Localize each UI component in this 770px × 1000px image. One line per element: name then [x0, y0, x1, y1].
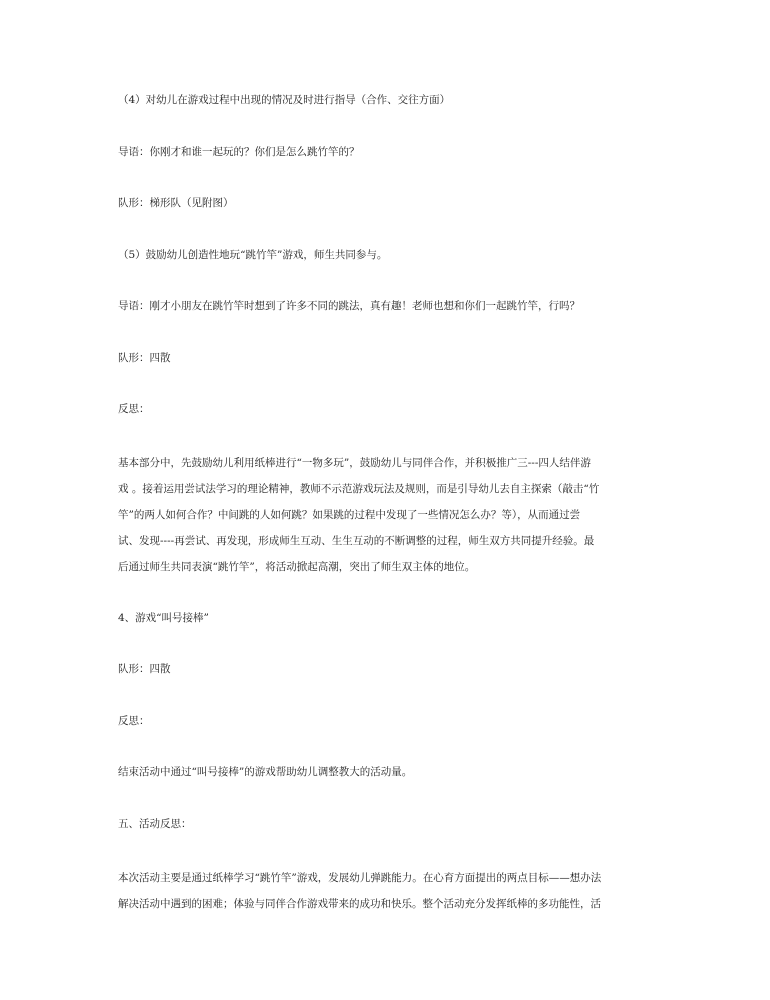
paragraph-ending-activity: 结束活动中通过“叫号接棒”的游戏帮助幼儿调整教大的活动量。 [118, 766, 413, 778]
paragraph-section-5-title: 五、活动反思： [118, 818, 192, 830]
text-line: 试、发现----再尝试、再发现，形成师生互动、生生互动的不断调整的过程，师生双方共同提升经验。最 [118, 535, 595, 547]
paragraph-guidance-4: （4）对幼儿在游戏过程中出现的情况及时进行指导（合作、交往方面） [118, 94, 451, 106]
text-line: 戏 。接着运用尝试法学习的理论精神，教师不示范游戏玩法及规则，而是引导幼儿去自主探索（敲击“竹 [118, 483, 600, 495]
paragraph-reflection-label-1: 反思： [118, 403, 150, 415]
text-line: 后通过师生共同表演“跳竹竿”，将活动掀起高潮，突出了师生双主体的地位。 [118, 561, 476, 573]
paragraph-activity-reflection [118, 865, 658, 917]
text-line: 解决活动中遇到的困难；体验与同伴合作游戏带来的成功和快乐。整个活动充分发挥纸棒的多功能性，活 [118, 898, 601, 910]
text-line: 本次活动主要是通过纸棒学习“跳竹竿”游戏，发展幼儿弹跳能力。在心育方面提出的两点目标——想办法 [118, 872, 602, 884]
paragraph-prompt-1: 导语：你刚才和谁一起玩的？你们是怎么跳竹竿的？ [118, 146, 360, 158]
paragraph-reflection-label-2: 反思： [118, 715, 150, 727]
text-line: 竿”的两人如何合作？中间跳的人如何跳？如果跳的过程中发现了一些情况怎么办？等），从而通过尝 [118, 509, 581, 521]
paragraph-basic-part-reflection [118, 450, 658, 580]
text-line: 基本部分中，先鼓励幼儿利用纸棒进行“一物多玩”，鼓励幼儿与同伴合作，并积极推广三---四人结伴游 [118, 457, 591, 469]
paragraph-formation-2: 队形：四散 [118, 352, 171, 364]
paragraph-formation-1: 队形：梯形队（见附图） [118, 197, 234, 209]
paragraph-creative-play-5: （5）鼓励幼儿创造性地玩“跳竹竿”游戏，师生共同参与。 [118, 249, 388, 261]
paragraph-formation-3: 队形：四散 [118, 663, 171, 675]
paragraph-prompt-2: 导语：刚才小朋友在跳竹竿时想到了许多不同的跳法，真有趣！老师也想和你们一起跳竹竿，行吗？ [118, 300, 580, 312]
paragraph-game-4-title: 4、游戏“叫号接棒” [118, 612, 209, 624]
